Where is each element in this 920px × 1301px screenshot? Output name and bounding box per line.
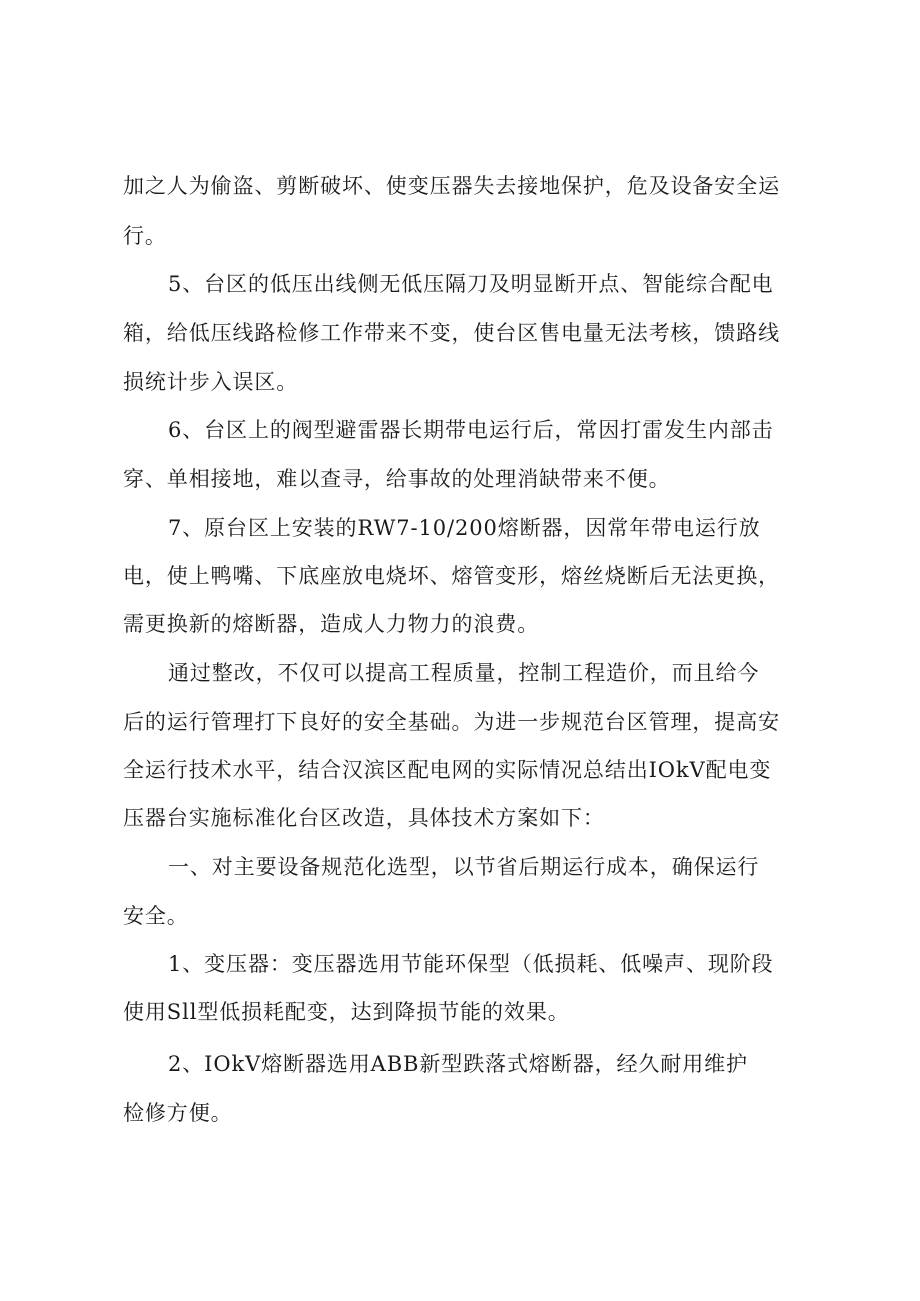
- text-line: 2、IOkV熔断器选用ABB新型跌落式熔断器，经久耐用维护: [168, 1052, 748, 1076]
- text-line: 需更换新的熔断器，造成人力物力的浪费。: [123, 612, 540, 636]
- text-line: 检修方便。: [123, 1101, 233, 1125]
- text-line: 电，使上鸭嘴、下底座放电烧坏、熔管变形，熔丝烧断后无法更换，: [123, 564, 780, 588]
- text-line: 损统计步入误区。: [123, 370, 299, 394]
- text-line: 压器台实施标准化台区改造，具体技术方案如下：: [123, 806, 605, 830]
- text-line: 安全。: [123, 904, 189, 928]
- text-line: 加之人为偷盗、剪断破坏、使变压器失去接地保护，危及设备安全运: [123, 174, 780, 198]
- text-line: 使用Sll型低损耗配变，达到降损节能的效果。: [123, 1000, 570, 1024]
- text-line: 一、对主要设备规范化选型，以节省后期运行成本，确保运行: [168, 855, 760, 879]
- text-line: 穿、单相接地，难以查寻，给事故的处理消缺带来不便。: [123, 467, 671, 491]
- text-line: 1、变压器：变压器选用节能环保型（低损耗、低噪声、现阶段: [168, 952, 774, 976]
- text-line: 7、原台区上安装的RW7-10/200熔断器，因常年带电运行放: [168, 516, 761, 540]
- text-line: 5、台区的低压出线侧无低压隔刀及明显断开点、智能综合配电: [168, 272, 774, 296]
- text-line: 通过整改，不仅可以提高工程质量，控制工程造价，而且给今: [168, 661, 760, 685]
- text-line: 后的运行管理打下良好的安全基础。为进一步规范台区管理，提高安: [123, 710, 780, 734]
- text-line: 箱，给低压线路检修工作带来不变，使台区售电量无法考核，馈路线: [123, 321, 780, 345]
- text-line: 全运行技术水平，结合汉滨区配电网的实际情况总结出IOkV配电变: [123, 758, 772, 782]
- text-line: 行。: [123, 224, 167, 248]
- text-line: 6、台区上的阀型避雷器长期带电运行后，常因打雷发生内部击: [168, 418, 774, 442]
